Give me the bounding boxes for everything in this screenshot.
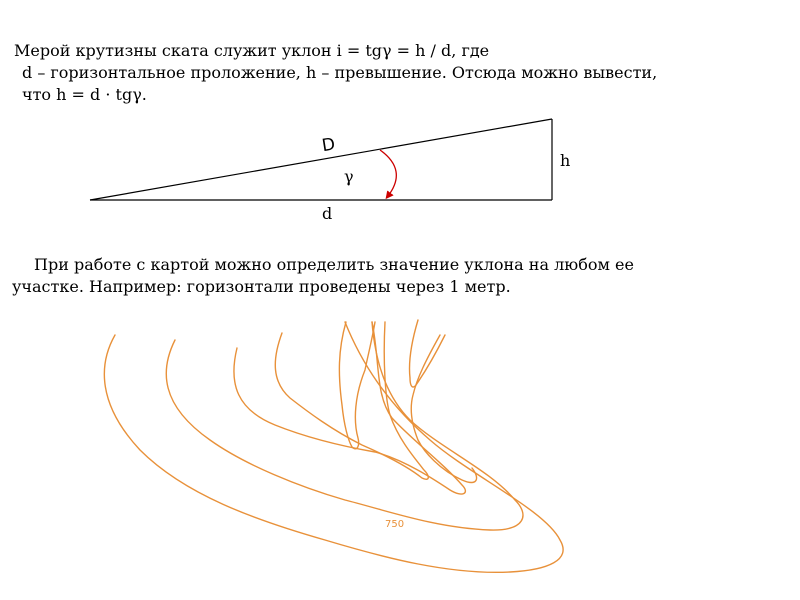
label-angle: γ (344, 167, 354, 186)
contour-lines (104, 320, 563, 572)
map-text (12, 254, 782, 298)
contour-line-1 (104, 322, 563, 572)
slope-triangle (90, 119, 552, 200)
contour-line-4 (275, 322, 428, 479)
triangle-hypotenuse-line (90, 119, 552, 200)
label-base: d (322, 204, 333, 223)
contour-line-5 (339, 322, 375, 449)
intro-line-1: Мерой крутизны ската служит уклон i = tgγ = h / d, где (14, 41, 490, 60)
intro-line-3: что h = d · tgγ. (22, 85, 147, 104)
label-hypotenuse: D (320, 134, 337, 157)
contour-line-6 (409, 320, 445, 387)
intro-line-2: d – горизонтальное проложение, h – превышение. Отсюда можно вывести, (22, 63, 658, 82)
label-height: h (560, 151, 571, 170)
map-text-line-2: участке. Например: горизонтали проведены через 1 метр. (12, 277, 511, 296)
angle-arrow (380, 150, 396, 196)
map-text-line-1: При работе с картой можно определить значение уклона на любом ее (34, 255, 634, 274)
contour-line-3 (234, 322, 465, 494)
contour-label-750: 750 (385, 519, 405, 530)
